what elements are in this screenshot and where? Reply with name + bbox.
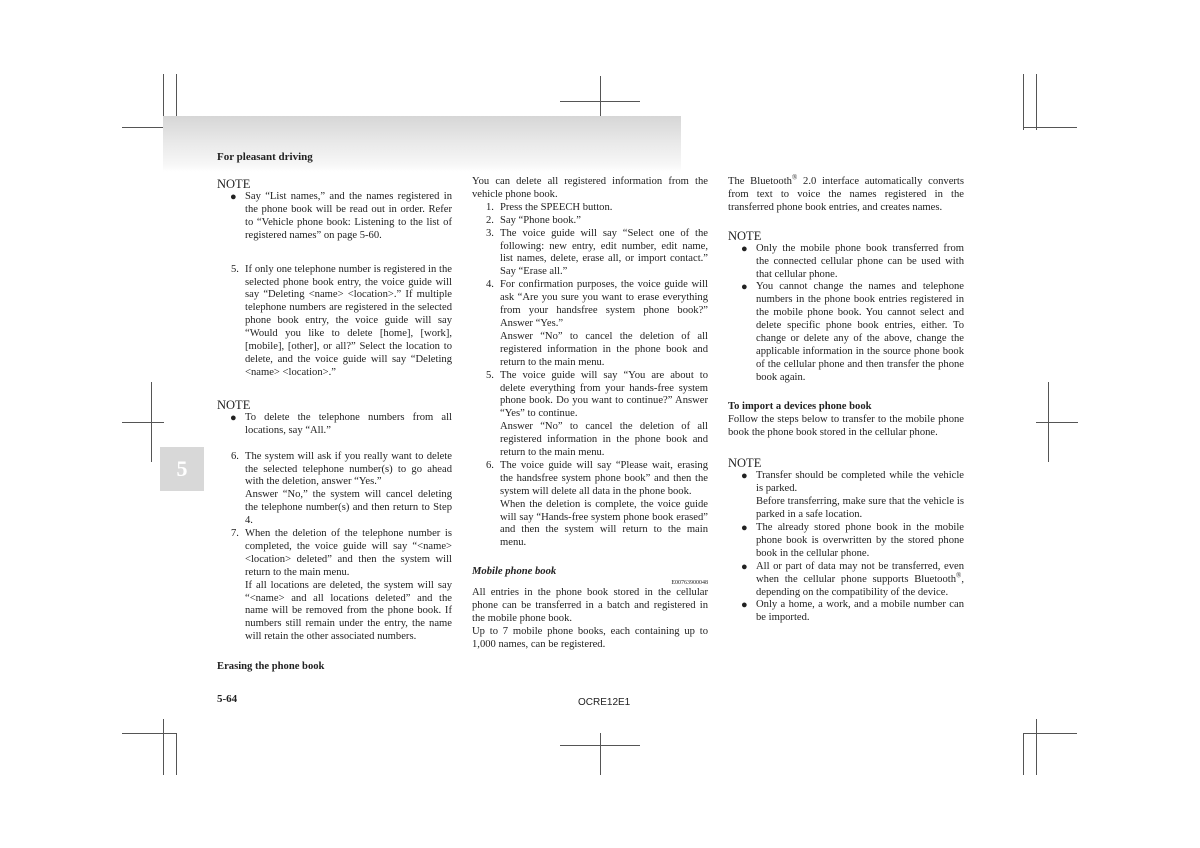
- note-heading: NOTE: [217, 397, 251, 412]
- step-continuation: If all locations are deleted, the system will say “<name> and all locations deleted” and the name will be removed from the phone book. If numbers still remain under the entry, the name will retain the other associated numbers.: [245, 579, 452, 643]
- crop-mark: [1023, 127, 1077, 128]
- paragraph: The Bluetooth® 2.0 interface automatically converts from text to voice the names registered in the transferred phone book entries, and creates names.: [728, 173, 965, 213]
- crop-mark: [560, 101, 640, 102]
- step-item: [472, 460, 708, 499]
- crop-mark: [122, 422, 164, 423]
- step-number: 5.: [231, 263, 239, 275]
- step-continuation: Answer “No” to cancel the deletion of all registered information in the phone book and return to the main menu.: [500, 330, 708, 368]
- step-number: 1.: [486, 201, 494, 213]
- step-item: [217, 451, 452, 490]
- step-text: The system will ask if you really want to delete the selected telephone number(s) to go ahead with the deletion, answer “Yes.”: [245, 450, 452, 488]
- step-number: 7.: [231, 528, 239, 540]
- note-bullet: ● All or part of data may not be transferred, even when the cellular phone supports Bluetooth®, depending on the compatibility of the device.: [728, 561, 964, 600]
- crop-mark: [163, 719, 164, 775]
- step-item: [217, 528, 452, 580]
- step-text: The voice guide will say “You are about to delete everything from your hands-free system phone book. Do you want to continue?” Answer “Yes” to continue.: [500, 369, 708, 420]
- crop-mark: [1023, 74, 1024, 130]
- step-item: [472, 370, 708, 422]
- subsection-heading: Erasing the phone book: [217, 661, 325, 673]
- crop-mark: [1036, 74, 1037, 130]
- step-item: [217, 264, 452, 380]
- step-number: 3.: [486, 227, 494, 239]
- note-heading: NOTE: [728, 456, 762, 471]
- step-number: 6.: [486, 459, 494, 471]
- step-number: 4.: [486, 279, 494, 291]
- note-bullet: ● To delete the telephone numbers from all locations, say “All.”: [217, 412, 452, 438]
- column-left: [217, 176, 452, 674]
- crop-mark: [122, 733, 176, 734]
- step-item: [472, 279, 708, 331]
- column-middle: [472, 176, 708, 652]
- crop-mark: [1036, 422, 1078, 423]
- chapter-tab: 5: [160, 447, 204, 491]
- step-continuation: Answer “No,” the system will cancel deleting the telephone number(s) and then return to Step 4.: [245, 489, 452, 527]
- note-heading: NOTE: [728, 228, 762, 243]
- step-text: The voice guide will say “Select one of the following: new entry, edit number, edit name, list names, delete, erase all, or import contact.” Say “Erase all.”: [500, 227, 708, 278]
- section-title: For pleasant driving: [217, 151, 313, 163]
- note-bullet: ● Only the mobile phone book transferred from the connected cellular phone can be used with that cellular phone.: [728, 243, 964, 282]
- note-bullet: ● Transfer should be completed while the vehicle is parked.: [728, 470, 964, 496]
- document-code: OCRE12E1: [578, 697, 631, 708]
- crop-mark: [1023, 733, 1077, 734]
- paragraph: Up to 7 mobile phone books, each containing up to 1,000 names, can be registered.: [472, 625, 708, 650]
- subsection-heading: To import a devices phone book: [728, 400, 872, 412]
- step-text: Say “Phone book.”: [500, 214, 581, 226]
- column-right: [728, 173, 965, 625]
- crop-mark: [600, 76, 601, 118]
- page-number: 5-64: [217, 693, 238, 705]
- step-text: Press the SPEECH button.: [500, 201, 613, 213]
- step-continuation: When the deletion is complete, the voice guide will say “Hands-free system phone book erased” and then the system will return to the main menu.: [500, 498, 708, 549]
- note-bullet: ● Say “List names,” and the names registered in the phone book will be read out in order. Refer to “Vehicle phone book: Listening to the list of registered names” on page 5-60.: [217, 191, 452, 243]
- step-item: [472, 202, 708, 215]
- step-text: If only one telephone number is registered in the selected phone book entry, the voice guide will say “Deleting <name> <location>.” If multiple telephone numbers are registered in the selected phone book entry, the voice guide will say “Would you like to delete [home], [work], [mobile], [other], or all?” Select the location to delete, and the voice guide will say “Deleting <name> <location>.”: [245, 263, 452, 378]
- note-bullet: ● Only a home, a work, and a mobile number can be imported.: [728, 599, 964, 625]
- step-item: [472, 228, 708, 280]
- crop-mark: [560, 745, 640, 746]
- step-text: When the deletion of the telephone number is completed, the voice guide will say “<name> <location> deleted” and then the system will return to the main menu.: [245, 528, 452, 578]
- registered-mark: ®: [791, 173, 798, 182]
- paragraph: All entries in the phone book stored in the cellular phone can be transferred in a batch and registered in the mobile phone book.: [472, 587, 708, 624]
- step-number: 5.: [486, 369, 494, 381]
- crop-mark: [600, 733, 601, 775]
- header-band: [163, 116, 681, 172]
- reference-code: E00763900048: [671, 580, 708, 587]
- crop-mark: [1023, 733, 1024, 775]
- note-bullet: ● You cannot change the names and telephone numbers in the phone book entries registered in the mobile phone book. You cannot select and delete specific phone book entries, either. To change or delete any of the above, change the applicable information in the source phone book of the cellular phone and then transfer the phone book again.: [728, 281, 964, 384]
- subsection-heading: Mobile phone book: [472, 566, 557, 578]
- paragraph: You can delete all registered information from the vehicle phone book.: [472, 176, 708, 200]
- note-continuation: Before transferring, make sure that the vehicle is parked in a safe location.: [756, 496, 964, 521]
- step-text: For confirmation purposes, the voice guide will ask “Are you sure you want to erase everything from your handsfree system phone book?” Answer “Yes.”: [500, 279, 708, 329]
- step-item: [472, 215, 708, 228]
- registered-mark: ®: [956, 571, 962, 580]
- step-continuation: Answer “No” to cancel the deletion of all registered information in the phone book and return to the main menu.: [500, 421, 708, 459]
- step-text: The voice guide will say “Please wait, erasing the handsfree system phone book” and then the system will delete all data in the phone book.: [500, 459, 708, 497]
- step-number: 6.: [231, 450, 239, 462]
- step-number: 2.: [486, 214, 494, 226]
- note-bullet: ● The already stored phone book in the mobile phone book is overwritten by the stored phone book in the cellular phone.: [728, 522, 964, 561]
- crop-mark: [1036, 719, 1037, 775]
- crop-mark: [176, 733, 177, 775]
- paragraph: Follow the steps below to transfer to the mobile phone book the phone book stored in the cellular phone.: [728, 413, 964, 438]
- note-heading: NOTE: [217, 177, 251, 191]
